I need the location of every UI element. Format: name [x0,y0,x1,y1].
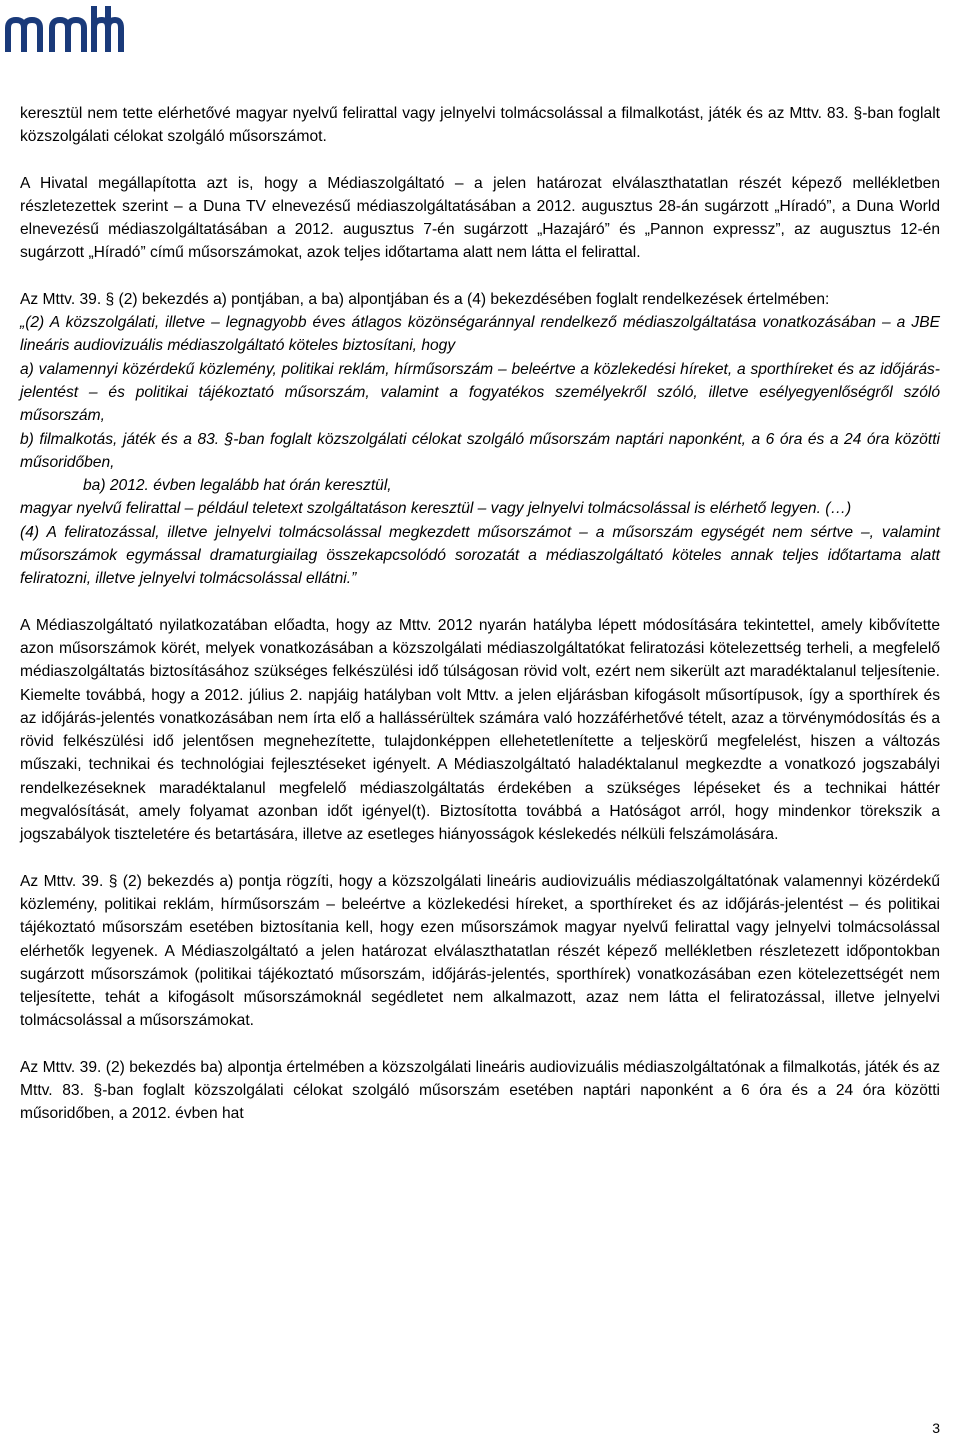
mmh-logo-icon [4,2,124,56]
quote-point-b: b) filmalkotás, játék és a 83. §-ban foglalt közszolgálati célokat szolgáló műsorszám naptári naponként, a 6 óra és a 24 óra közötti műsoridőben, [20,430,940,471]
paragraph-legal-basis: Az Mttv. 39. § (2) bekezdés a) pontjában, a ba) alpontjában és a (4) bekezdésében foglalt rendelkezések értelmében: [20,290,830,308]
quote-point-a: a) valamennyi közérdekű közlemény, politikai reklám, hírműsorszám – beleértve a közlekedési híreket, a sporthíreket és az időjárás-jelentést – és politikai tájékoztató műsorszám, valamint a fogyatékos személyekről szóló, illetve esélyegyenlőségről szóló műsorszám, [20,360,940,425]
mmh-logo [4,2,124,56]
quote-section-2: „(2) A közszolgálati, illetve – legnagyobb éves átlagos közönségaránnyal rendelkező médiaszolgáltatása vonatkozásában – a JBE lineáris audiovizuális médiaszolgáltató köteles biztosítani, hogy [20,314,940,355]
paragraph-analysis-point-ba: Az Mttv. 39. (2) bekezdés ba) alpontja értelmében a közszolgálati lineáris audiovizuális médiaszolgáltatónak a filmalkotás, játék és az Mttv. 83. §-ban foglalt közszolgálati célokat szolgáló műsorszám esetében naptári naponként a 6 óra és a 24 óra közötti műsoridőben, a 2012. évben hat [20,1058,940,1123]
page-number: 3 [932,1420,940,1436]
quote-section-4: (4) A feliratozással, illetve jelnyelvi tolmácsolással megkezdett műsorszámot – a műsorszám egységét nem sértve –, valamint műsorszámok egymással dramaturgiailag összekapcsolódó sorozatát a médiaszolgáltató köteles annak teljes időtartama alatt feliratozni, illetve jelnyelvi tolmácsolással ellátni.” [20,523,940,588]
quote-subpoint-ba: ba) 2012. évben legalább hat órán keresztül, [83,477,392,495]
paragraph-analysis-point-a: Az Mttv. 39. § (2) bekezdés a) pontja rögzíti, hogy a közszolgálati lineáris audiovizuális médiaszolgáltatónak valamennyi közérdekű közlemény, politikai reklám, hírműsorszám – beleértve a közlekedési híreket, a sporthíreket és az időjárás-jelentést – és politikai tájékoztató műsorszám esetében biztosítania kell, hogy ezen műsorszámok magyar nyelvű felirattal vagy jelnyelvi tolmácsolással elérhetők legyenek. A Médiaszolgáltató a jelen határozat elválaszthatatlan részét képező mellékletben részletezett időpontokban sugárzott műsorszámok (politikai tájékoztató műsorszám, időjárás-jelentés, sporthírek) vonatkozásában ezen kötelezettségét nem teljesítette, tehát a kifogásolt műsorszámoknál segédletet nem alkalmazott, azaz nem látta el feliratozással, illetve jelnyelvi tolmácsolással a műsorszámokat. [20,872,940,1030]
paragraph-provider-statement: A Médiaszolgáltató nyilatkozatában előadta, hogy az Mttv. 2012 nyarán hatályba lépett módosítására tekintettel, amely kibővítette azon műsorszámok körét, melyek vonatkozásában a közszolgálati médiaszolgáltatókat feliratozási kötelezettség terheli, a megfelelő médiaszolgáltatás biztosításához szükséges felkészülési idő túlságosan rövid volt, ezért nem sikerült azt maradéktalanul teljesítenie. Kiemelte továbbá, hogy a 2012. július 2. napjáig hatályban volt Mttv. a jelen eljárásban kifogásolt műsortípusok, így a sporthírek és az időjárás-jelentés vonatkozásában nem írta elő a hallássérültek számára való hozzáférhetővé tételt, azaz a törvénymódosítás és a rövid felkészülési idő jelentősen megnehezítette, tulajdonképpen ellehetetlenítette a teljeskörű megfelelést, hiszen a változás műszaki, technikai és technológiai fejlesztéseket igényelt. A Médiaszolgáltató haladéktalanul megkezdte a vonatkozó jogszabályi rendelkezéseknek maradéktalanul megfelelő médiaszolgáltatás érdekében a szükséges lépéseket és a technikai háttér megvalósítását, amely folyamat azonban időt igényel(t). Biztosította továbbá a Hatóságot arról, hogy mindenkor törekszik a jogszabályok tiszteletére és betartására, illetve az esetleges hiányosságok késlekedés nélküli felszámolására. [20,616,940,844]
paragraph-findings: A Hivatal megállapította azt is, hogy a Médiaszolgáltató – a jelen határozat elválaszthatatlan részét képező mellékletben részletezettek szerint – a Duna TV elnevezésű médiaszolgáltatásában a 2012. augusztus 28-án sugárzott „Híradó”, a Duna World elnevezésű médiaszolgáltatásában a 2012. augusztus 7-én sugárzott „Hazajáró” és „Pannon expressz”, az augusztus 12-én sugárzott „Híradó” című műsorszámokat, azok teljes időtartama alatt nem látta el felirattal. [20,174,940,262]
document-body [20,102,940,1126]
paragraph-intro: keresztül nem tette elérhetővé magyar nyelvű felirattal vagy jelnyelvi tolmácsolással a filmalkotást, játék és az Mttv. 83. §-ban foglalt közszolgálati célokat szolgáló műsorszámot. [20,105,940,146]
quote-subtitle-requirement: magyar nyelvű felirattal – például teletext szolgáltatáson keresztül – vagy jelnyelvi tolmácsolással is elérhető legyen. (…) [20,500,852,518]
